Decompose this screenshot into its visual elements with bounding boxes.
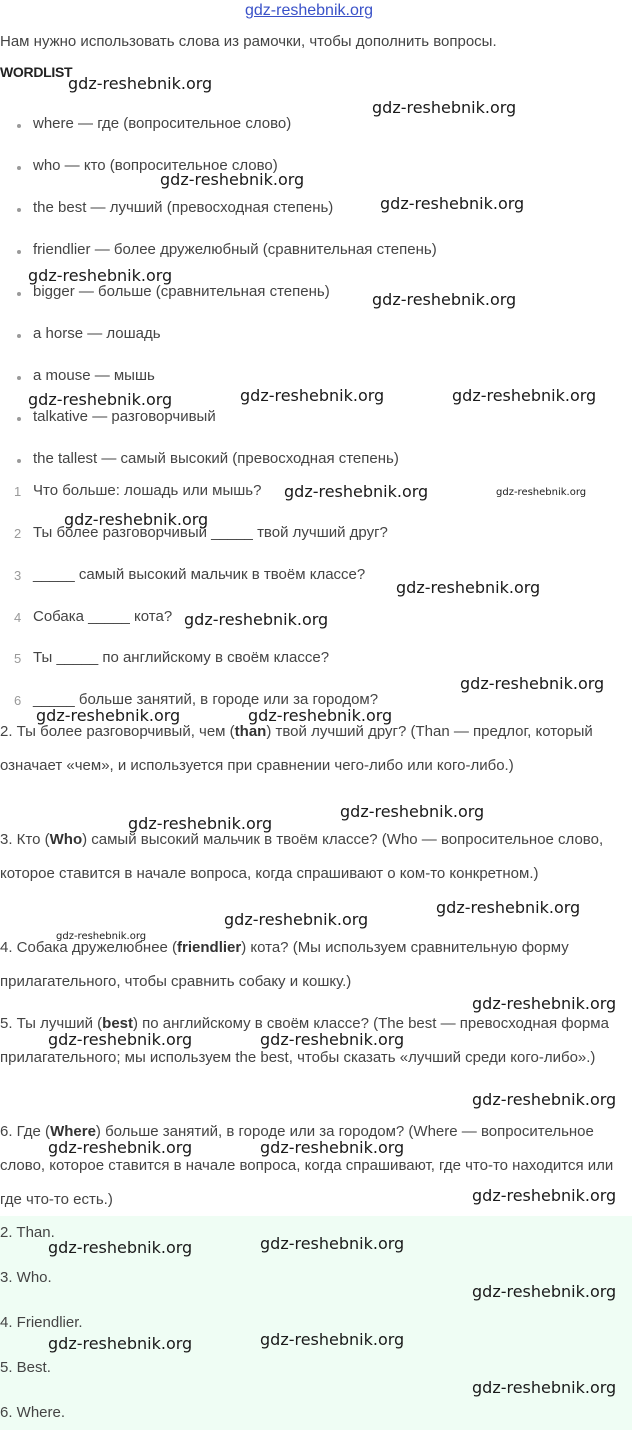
question-text: Собака _____ кота? <box>33 608 173 625</box>
watermark: gdz-reshebnik.org <box>260 1234 405 1253</box>
watermark: gdz-reshebnik.org <box>460 674 605 693</box>
question-text: Что больше: лошадь или мышь? <box>33 482 262 499</box>
watermark: gdz-reshebnik.org <box>472 1186 617 1205</box>
watermark: gdz-reshebnik.org <box>452 386 597 405</box>
explanation-text: ) твой лучший друг? (Than — предлог, который означает «чем», и используется при сравнении чего-либо или кого-либо.) <box>0 723 593 774</box>
watermark: gdz-reshebnik.org <box>380 194 525 213</box>
bullet-icon <box>17 334 21 338</box>
watermark: gdz-reshebnik.org <box>28 390 173 409</box>
watermark: gdz-reshebnik.org <box>224 910 369 929</box>
watermark: gdz-reshebnik.org <box>372 290 517 309</box>
explanation-text: 2. Ты более разговорчивый, чем ( <box>0 723 235 740</box>
wordlist-item: bigger — больше (сравнительная степень) <box>33 283 330 300</box>
intro-text: Нам нужно использовать слова из рамочки, чтобы дополнить вопросы. <box>0 33 497 50</box>
watermark: gdz-reshebnik.org <box>56 931 147 942</box>
watermark: gdz-reshebnik.org <box>472 994 617 1013</box>
answer-word: Who <box>49 831 83 848</box>
bullet-icon <box>17 208 21 212</box>
explanation-text: ) по английскому в своём классе? (The best — превосходная форма прилагательного; мы используем the best, чтобы сказать «лучший среди кого-либо».) <box>0 1015 609 1066</box>
explanation-text: ) больше занятий, в городе или за городом? (Where — вопросительное слово, которое ставится в начале вопроса, когда спрашивают, где что-то находится или где что-то есть.) <box>0 1123 614 1208</box>
watermark: gdz-reshebnik.org <box>436 898 581 917</box>
answer-item: 5. Best. <box>0 1359 51 1376</box>
question-number: 4 <box>14 610 22 625</box>
site-link[interactable]: gdz-reshebnik.org <box>245 2 374 19</box>
answer-word: than <box>234 723 267 740</box>
wordlist-item: the best — лучший (превосходная степень) <box>33 199 334 216</box>
watermark: gdz-reshebnik.org <box>68 74 213 93</box>
watermark: gdz-reshebnik.org <box>472 1282 617 1301</box>
explanation-text: 6. Где ( <box>0 1123 51 1140</box>
watermark: gdz-reshebnik.org <box>260 1138 405 1157</box>
watermark: gdz-reshebnik.org <box>340 802 485 821</box>
bullet-icon <box>17 417 21 421</box>
wordlist-item: where — где (вопросительное слово) <box>33 115 292 132</box>
watermark: gdz-reshebnik.org <box>472 1378 617 1397</box>
answer-word: Where <box>50 1123 96 1140</box>
watermark: gdz-reshebnik.org <box>260 1330 405 1349</box>
watermark: gdz-reshebnik.org <box>28 266 173 285</box>
wordlist-item: a horse — лошадь <box>33 325 161 342</box>
question-text: Ты более разговорчивый _____ твой лучший друг? <box>33 524 388 541</box>
watermark: gdz-reshebnik.org <box>248 706 393 725</box>
explanation-paragraph <box>0 823 626 891</box>
explanation-text: 3. Кто ( <box>0 831 50 848</box>
answer-word: friendlier <box>177 939 242 956</box>
question-text: Ты _____ по английскому в своём классе? <box>33 649 330 666</box>
question-number: 2 <box>14 526 22 541</box>
question-number: 1 <box>14 484 22 499</box>
bullet-icon <box>17 376 21 380</box>
wordlist-item: a mouse — мышь <box>33 367 155 384</box>
watermark: gdz-reshebnik.org <box>396 578 541 597</box>
watermark: gdz-reshebnik.org <box>64 510 209 529</box>
wordlist-item: the tallest — самый высокий (превосходная степень) <box>33 450 399 467</box>
watermark: gdz-reshebnik.org <box>48 1238 193 1257</box>
question-number: 5 <box>14 651 22 666</box>
explanation-text: 4. Собака дружелюбнее ( <box>0 939 178 956</box>
question-text: _____ больше занятий, в городе или за городом? <box>33 691 379 708</box>
watermark: gdz-reshebnik.org <box>472 1090 617 1109</box>
explanation-text: ) кота? (Мы используем сравнительную форму прилагательного, чтобы сравнить собаку и кошку.) <box>0 939 569 990</box>
wordlist-item: talkative — разговорчивый <box>33 408 216 425</box>
watermark: gdz-reshebnik.org <box>48 1030 193 1049</box>
watermark: gdz-reshebnik.org <box>128 814 273 833</box>
watermark: gdz-reshebnik.org <box>36 706 181 725</box>
bullet-icon <box>17 166 21 170</box>
wordlist-item: friendlier — более дружелюбный (сравнительная степень) <box>33 241 437 258</box>
answer-word: best <box>102 1015 133 1032</box>
wordlist-item: who — кто (вопросительное слово) <box>33 157 278 174</box>
watermark: gdz-reshebnik.org <box>48 1334 193 1353</box>
bullet-icon <box>17 292 21 296</box>
bullet-icon <box>17 124 21 128</box>
watermark: gdz-reshebnik.org <box>284 482 429 501</box>
explanation-paragraph <box>0 715 626 783</box>
watermark: gdz-reshebnik.org <box>372 98 517 117</box>
answer-item: 6. Where. <box>0 1404 66 1421</box>
wordlist-heading: WORDLIST <box>0 64 73 80</box>
answer-item: 2. Than. <box>0 1224 55 1241</box>
watermark: gdz-reshebnik.org <box>240 386 385 405</box>
watermark: gdz-reshebnik.org <box>496 487 587 498</box>
watermark: gdz-reshebnik.org <box>260 1030 405 1049</box>
bullet-icon <box>17 250 21 254</box>
question-number: 6 <box>14 693 22 708</box>
answer-item: 3. Who. <box>0 1269 52 1286</box>
answer-item: 4. Friendlier. <box>0 1314 83 1331</box>
question-number: 3 <box>14 568 22 583</box>
watermark: gdz-reshebnik.org <box>184 610 329 629</box>
question-text: _____ самый высокий мальчик в твоём классе? <box>33 566 366 583</box>
explanation-text: ) самый высокий мальчик в твоём классе? (Who — вопросительное слово, которое ставится в начале вопроса, когда спрашивают о ком-то конкретном.) <box>0 831 604 882</box>
bullet-icon <box>17 459 21 463</box>
watermark: gdz-reshebnik.org <box>48 1138 193 1157</box>
explanation-text: 5. Ты лучший ( <box>0 1015 103 1032</box>
watermark: gdz-reshebnik.org <box>160 170 305 189</box>
